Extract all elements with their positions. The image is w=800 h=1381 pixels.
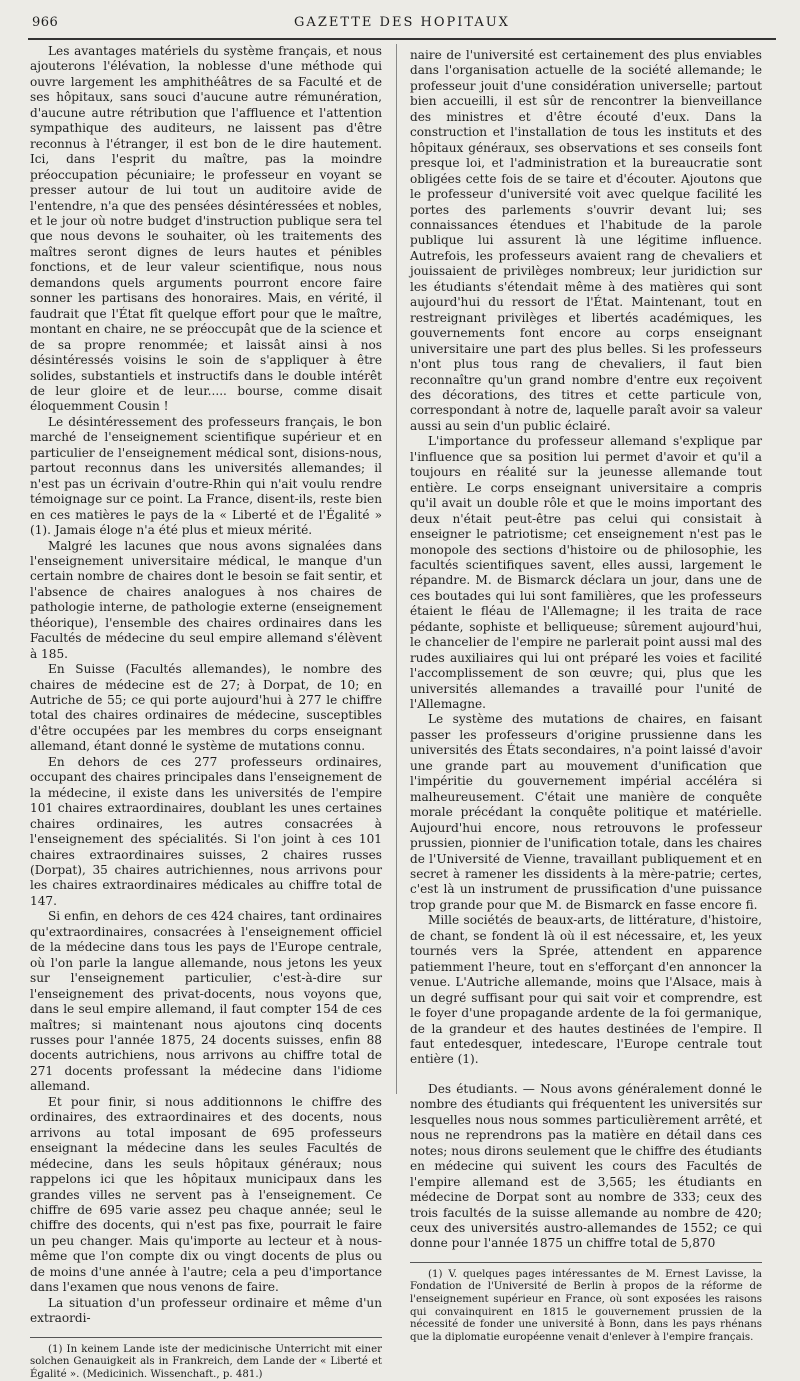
page-number: 966 — [32, 15, 59, 30]
paragraph: Les avantages matériels du système français, et nous ajouterons l'élévation, la noblesse d'une méthode qui ouvre largement les amphithéâtres de sa Faculté et de ses hôpitaux, sans souci d'aucune autre rémunération, d'aucune autre rétribution que l'affluence et l'attention sympathique des auditeurs, ne laissent pas d'être reconnus à l'étranger, il est bon de le dire hautement. Ici, dans l'esprit du maître, pas la moindre préoccupation pécuniaire; le professeur en voyant se presser autour de lui tout un auditoire avide de l'entendre, n'a que des pensées désintéressées et nobles, et le jour où notre budget d'instruction publique sera tel que nous devons le souhaiter, où les traitements des maîtres seront dignes de leurs hautes et pénibles fonctions, et de leur valeur scientifique, nous nous demandons quels arguments pourront encore faire sonner les partisans des honoraires. Mais, en vérité, il faudrait que l'État fît quelque effort pour que le maître, montant en chaire, ne se préoccupât que de la science et de sa propre renommée; et laissât ainsi à nos désintéressés voisins le soin de s'appliquer à être solides, substantiels et instructifs dans le double intérêt de leur gloire et de leur..... bourse, comme disait éloquemment Cousin ! — [30, 44, 382, 414]
right-column — [410, 48, 762, 1344]
paragraph: Malgré les lacunes que nous avons signalées dans l'enseignement universitaire médical, le manque d'un certain nombre de chaires dont le besoin se fait sentir, et l'absence de chaires analogues à nos chaires de pathologie interne, de pathologie externe (enseignement théorique), l'ensemble des chaires ordinaires dans les Facultés de médecine du seul empire allemand s'élèvent à 185. — [30, 538, 382, 661]
paragraph: Mille sociétés de beaux-arts, de littérature, d'histoire, de chant, se fondent là où il est nécessaire, et, les yeux tournés vers la Sprée, attendent en apparence patiemment l'heure, tout en s'efforçant d'en annoncer la venue. L'Autriche allemande, moins que l'Alsace, mais à un degré suffisant pour qui sait voir et comprendre, est le foyer d'une propagande ardente de la foi germanique, de la grandeur et des hautes destinées de l'empire. Il faut entedesquer, intedescare, l'Europe centrale tout entière (1). — [410, 913, 762, 1067]
paragraph: L'importance du professeur allemand s'explique par l'influence que sa position lui permet d'avoir et qu'il a toujours en réalité sur la jeunesse allemande tout entière. Le corps enseignant universitaire a compris qu'il avait un double rôle et que le moins important des deux n'était peut-être pas celui qui consistait à enseigner le patriotisme; cet enseignement n'est pas le monopole des sections d'histoire ou de philosophie, les facultés scientifiques savent, elles aussi, largement le répandre. M. de Bismarck déclara un jour, dans une de ces boutades qui lui sont familières, que les professeurs étaient le fléau de l'Allemagne; il les traita de race pédante, sophiste et belliqueuse; sûrement aujourd'hui, le chancelier de l'empire ne parlerait point aussi mal des rudes auxiliaires qui lui ont préparé les voies et facilité l'accomplissement de son œuvre; qui, plus que les universités allemandes a travaillé pour l'unité de l'Allemagne. — [410, 434, 762, 712]
paragraph: Si enfin, en dehors de ces 424 chaires, tant ordinaires qu'extraordinaires, consacrées à l'enseignement officiel de la médecine dans tous les pays de l'Europe centrale, où l'on parle la langue allemande, nous jetons les yeux sur l'enseignement particulier, c'est-à-dire sur l'enseignement des privat-docents, nous voyons que, dans le seul empire allemand, il faut compter 154 de ces maîtres; si maintenant nous ajoutons cinq docents russes pour l'année 1875, 24 docents suisses, enfin 88 docents autrichiens, nous arrivons au chiffre total de 271 docents professant la médecine dans l'idiome allemand. — [30, 909, 382, 1094]
paragraph: naire de l'université est certainement des plus enviables dans l'organisation actuelle de la société allemande; le professeur jouit d'une considération universelle; partout bien accueilli, il est sûr de rencontrer la bienveillance des ministres et d'être écouté d'eux. Dans la construction et l'installation de tous les instituts et des hôpitaux généraux, ses observations et ses conseils font presque loi, et l'administration et la bureaucratie sont obligées cette fois de se taire et d'écouter. Ajoutons que le professeur d'université voit avec quelque facilité les portes des parlements s'ouvrir devant lui; ses connaissances étendues et l'habitude de la parole publique lui assurent là une légitime influence. Autrefois, les professeurs avaient rang de chevaliers et jouissaient de privilèges nombreux; leur juridiction sur les étudiants s'étendait même à des matières qui sont aujourd'hui du ressort de l'État. Maintenant, tout en restreignant privilèges et libertés académiques, les gouvernements font encore au corps enseignant universitaire une part des plus belles. Si les professeurs n'ont plus tous rang de chevaliers, il faut bien reconnaître qu'un grand nombre d'entre eux reçoivent des décorations, des titres et cette particule von, correspondant à notre de, laquelle paraît avoir sa valeur aussi au sein d'un public éclairé. — [410, 48, 762, 433]
left-column — [30, 44, 382, 1381]
column-divider — [396, 44, 397, 1094]
page-header — [28, 12, 776, 40]
paragraph: En Suisse (Facultés allemandes), le nombre des chaires de médecine est de 27; à Dorpat, de 10; en Autriche de 55; ce qui porte aujourd'hui à 277 le chiffre total des chaires ordinaires de médecine, susceptibles d'être occupées par les membres du corps enseignant allemand, étant donné le système de mutations connu. — [30, 662, 382, 754]
section-paragraph: Des étudiants. — Nous avons généralement donné le nombre des étudiants qui fréquentent les universités sur lesquelles nous nous sommes particulièrement arrêté, et nous ne reprendrons pas la matière en détail dans ces notes; nous dirons seulement que le chiffre des étudiants en médecine qui suivent les cours des Facultés de l'empire allemand est de 3,565; les étudiants en médecine de Dorpat sont au nombre de 333; ceux des trois facultés de la suisse allemande au nombre de 420; ceux des universités austro-allemandes de 1552; ce qui donne pour l'année 1875 un chiffre total de 5,870 — [410, 1081, 762, 1251]
paragraph: Et pour finir, si nous additionnons le chiffre des ordinaires, des extraordinaires et des docents, nous arrivons au total imposant de 695 professeurs enseignant la médecine dans les seules Facultés de médecine, dans les seuls hôpitaux généraux; nous rappelons ici que les hôpitaux municipaux dans les grandes villes ne servent pas à l'enseignement. Ce chiffre de 695 varie assez peu chaque année; seul le chiffre des docents, qui n'est pas fixe, pourrait le faire un peu changer. Mais qu'importe au lecteur et à nous-même que l'on compte dix ou vingt docents de plus ou de moins d'une année à l'autre; cela a peu d'importance dans l'examen que nous venons de faire. — [30, 1094, 382, 1295]
journal-title: GAZETTE DES HOPITAUX — [294, 15, 510, 30]
footnote-rule — [410, 1262, 762, 1263]
paragraph: Le désintéressement des professeurs français, le bon marché de l'enseignement scientifique supérieur et en particulier de l'enseignement médical sont, disions-nous, partout reconnus dans les universités allemandes; il n'est pas un écrivain d'outre-Rhin qui n'ait voulu rendre témoignage sur ce point. La France, disent-ils, reste bien en ces matières le pays de la « Liberté et de l'Égalité » (1). Jamais éloge n'a été plus et mieux mérité. — [30, 414, 382, 538]
paragraph: En dehors de ces 277 professeurs ordinaires, occupant des chaires principales dans l'enseignement de la médecine, il existe dans les universités de l'empire 101 chaires extraordinaires, doublant les unes certaines chaires ordinaires, les autres consacrées à l'enseignement des spécialités. Si l'on joint à ces 101 chaires extraordinaires suisses, 2 chaires russes (Dorpat), 35 chaires autrichiennes, nous arrivons pour les chaires extraordinaires médicales au chiffre total de 147. — [30, 754, 382, 908]
paragraph: La situation d'un professeur ordinaire et même d'un extraordi- — [30, 1295, 382, 1326]
footnote-rule — [30, 1337, 382, 1338]
footnote: (1) In keinem Lande iste der medicinische Unterricht mit einer solchen Genauigkeit als in Frankreich, dem Lande der « Liberté et Égalité ». (Medicinich. Wissenchaft., p. 481.) — [30, 1343, 382, 1380]
footnote: (1) V. quelques pages intéressantes de M. Ernest Lavisse, la Fondation de l'Université de Berlin à propos de la réforme de l'enseignement supérieur en France, où sont exposées les raisons qui convainquirent en 1815 le gouvernement prussien de la nécessité de fonder une université à Bonn, dans les pays rhénans que la diplomatie européenne venait d'enlever à l'empire français. — [410, 1268, 762, 1343]
paragraph: Le système des mutations de chaires, en faisant passer les professeurs d'origine prussienne dans les universités des États secondaires, n'a point laissé d'avoir une grande part au mouvement d'unification que l'impéritie du gouvernement impérial accéléra si malheureusement. C'était une manière de conquête morale précédant la conquête politique et matérielle. Aujourd'hui encore, nous retrouvons le professeur prussien, pionnier de l'unification totale, dans les chaires de l'Université de Vienne, travaillant publiquement et en secret à ramener les dissidents à la mère-patrie; certes, c'est là un instrument de prussification d'une puissance trop grande pour que M. de Bismarck en fasse encore fi. — [410, 712, 762, 912]
